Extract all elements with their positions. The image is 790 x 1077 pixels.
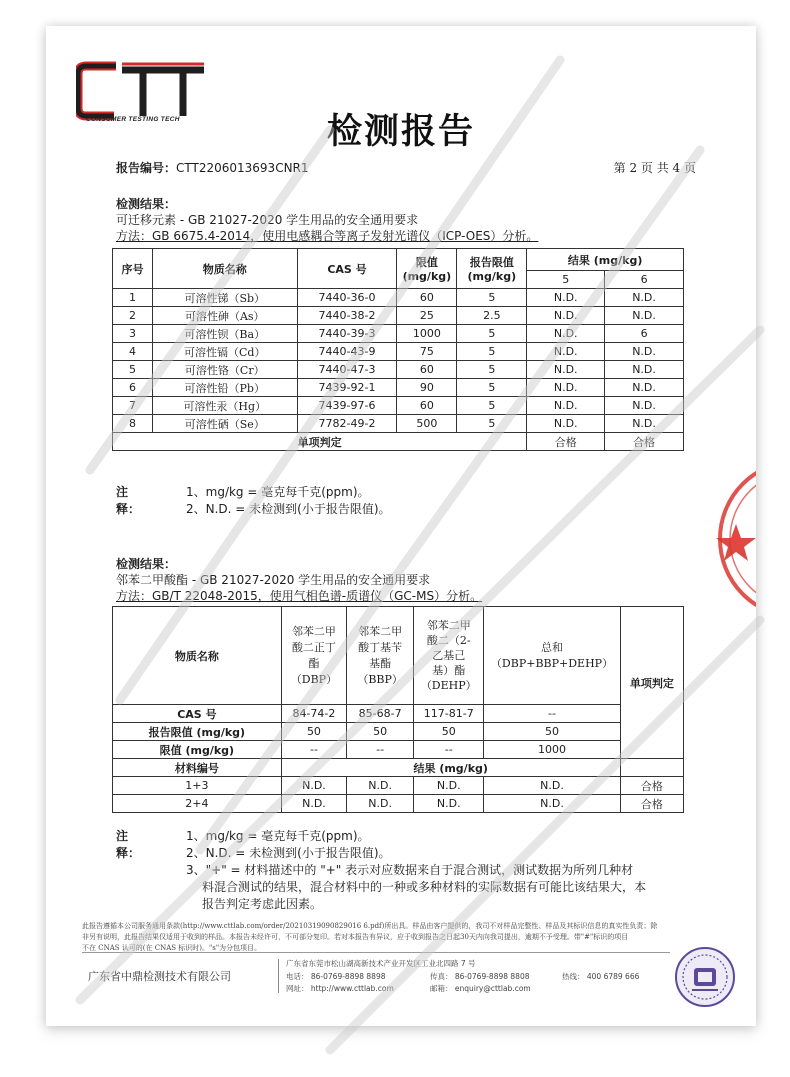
table-cell: 60 xyxy=(397,397,457,415)
table-cell: 5 xyxy=(457,325,527,343)
footer-company: 广东省中鼎检测技术有限公司 xyxy=(88,970,231,983)
table-cell: N.D. xyxy=(527,397,605,415)
table-cell: 6 xyxy=(605,325,684,343)
note-item: 2、N.D. = 未检测到(小于报告限值)。 xyxy=(186,502,391,516)
elements-table xyxy=(112,248,684,451)
table-cell: 8 xyxy=(113,415,153,433)
th-name: 物质名称 xyxy=(152,249,297,289)
th-bbp: 邻苯二甲 酸丁基苄 基酯 （BBP） xyxy=(347,607,414,705)
table-cell: N.D. xyxy=(281,795,346,813)
footer-website: 网址： http://www.cttlab.com xyxy=(286,984,394,993)
section1-heading: 检测结果： xyxy=(116,197,177,211)
table-cell: N.D. xyxy=(605,343,684,361)
table-cell: N.D. xyxy=(527,343,605,361)
report-number-value: CTT2206013693CNR1 xyxy=(176,161,309,175)
table-cell: 7440-47-3 xyxy=(297,361,397,379)
material-label: 材料编号 xyxy=(113,759,282,777)
table-cell: 7440-43-9 xyxy=(297,343,397,361)
section2-header xyxy=(116,556,482,604)
th-dehp: 邻苯二甲 酸二（2- 乙基己 基）酯 （DEHP） xyxy=(414,607,484,705)
table-cell: N.D. xyxy=(527,289,605,307)
section2-method: 方法：GB/T 22048-2015，使用气相色谱-质谱仪（GC-MS）分析。 xyxy=(116,589,483,603)
section1-method: 方法：GB 6675.4-2014，使用电感耦合等离子发射光谱仪（ICP-OES）分析。 xyxy=(116,229,539,243)
report-page xyxy=(46,26,756,1026)
table-cell: 5 xyxy=(457,397,527,415)
table-cell: 5 xyxy=(457,379,527,397)
section1-standard: 可迁移元素 - GB 21027-2020 学生用品的安全通用要求 xyxy=(116,213,419,227)
notes-label: 注释： xyxy=(116,485,141,516)
table-cell: 5 xyxy=(457,343,527,361)
table-row xyxy=(113,289,684,307)
table-cell: 1 xyxy=(113,289,153,307)
table-cell: 1+3 xyxy=(113,777,282,795)
footer-fax: 传真： 86-0769-8898 8808 xyxy=(430,972,530,981)
th-sample-6: 6 xyxy=(605,271,684,289)
note-item: 3、"+" = 材料描述中的 "+" 表示对应数据来自于混合测试，测试数据为所列几种材 xyxy=(186,863,634,877)
table-cell: 2+4 xyxy=(113,795,282,813)
cas-value: -- xyxy=(484,705,620,723)
table-cell: 5 xyxy=(457,361,527,379)
table-cell: 7439-97-6 xyxy=(297,397,397,415)
table-cell: 可溶性砷（As） xyxy=(152,307,297,325)
table-cell: 可溶性镉（Cd） xyxy=(152,343,297,361)
certification-seal-icon xyxy=(674,946,736,1008)
table-cell: 500 xyxy=(397,415,457,433)
footer-address: 广东省东莞市松山湖高新技术产业开发区工业北四路 7 号 xyxy=(286,959,476,968)
table-cell: 60 xyxy=(397,361,457,379)
table-cell: N.D. xyxy=(527,415,605,433)
report-number-line xyxy=(116,159,696,177)
cas-value: 85-68-7 xyxy=(347,705,414,723)
rl-value: 50 xyxy=(414,723,484,741)
th-sample-5: 5 xyxy=(527,271,605,289)
table-row xyxy=(113,307,684,325)
table-cell: N.D. xyxy=(347,795,414,813)
footer-terms-line: 不在 CNAS 认可的(在 CNAS 标识时)。"s"为分包项目。 xyxy=(82,944,262,952)
table-cell: N.D. xyxy=(414,795,484,813)
footer-email: 邮箱： enquiry@cttlab.com xyxy=(430,984,531,993)
limit-value: -- xyxy=(414,741,484,759)
table-cell: N.D. xyxy=(605,361,684,379)
limit-value: -- xyxy=(281,741,346,759)
cas-label: CAS 号 xyxy=(113,705,282,723)
footer-tel: 电话： 86-0769-8898 8898 xyxy=(286,972,386,981)
table-cell: N.D. xyxy=(484,777,620,795)
table-cell: N.D. xyxy=(605,289,684,307)
table-cell: N.D. xyxy=(527,325,605,343)
verdict-5: 合格 xyxy=(527,433,605,451)
footer-divider xyxy=(278,959,279,993)
table-cell: N.D. xyxy=(527,307,605,325)
table-cell: 6 xyxy=(113,379,153,397)
th-sum: 总和 （DBP+BBP+DEHP） xyxy=(484,607,620,705)
table-cell: 可溶性汞（Hg） xyxy=(152,397,297,415)
table-cell: 90 xyxy=(397,379,457,397)
table-cell: N.D. xyxy=(605,379,684,397)
cas-value: 84-74-2 xyxy=(281,705,346,723)
logo-subtitle: CONSUMER TESTING TECH xyxy=(86,116,180,123)
rl-value: 50 xyxy=(281,723,346,741)
footer-terms xyxy=(82,921,722,954)
phthalates-table xyxy=(112,606,684,813)
table-cell: N.D. xyxy=(281,777,346,795)
notes-label: 注释： xyxy=(116,829,141,860)
table-cell: 60 xyxy=(397,289,457,307)
table-cell: 2 xyxy=(113,307,153,325)
note-item: 2、N.D. = 未检测到(小于报告限值)。 xyxy=(186,846,391,860)
table-cell: 5 xyxy=(457,289,527,307)
table-cell: 7440-36-0 xyxy=(297,289,397,307)
note-item: 料混合测试的结果，混合材料中的一种或多种材料的实际数据有可能比该结果大，本 xyxy=(202,880,647,894)
table-cell: 可溶性锑（Sb） xyxy=(152,289,297,307)
table-cell: 可溶性硒（Se） xyxy=(152,415,297,433)
table-cell: N.D. xyxy=(347,777,414,795)
th-substance: 物质名称 xyxy=(113,607,282,705)
table-cell: 7440-39-3 xyxy=(297,325,397,343)
th-limit: 限值 (mg/kg) xyxy=(397,249,457,289)
footer-contact xyxy=(82,952,670,996)
th-no: 序号 xyxy=(113,249,153,289)
table-cell: 2.5 xyxy=(457,307,527,325)
section2-standard: 邻苯二甲酸酯 - GB 21027-2020 学生用品的安全通用要求 xyxy=(116,573,431,587)
table-cell: 合格 xyxy=(620,795,683,813)
table-cell: 5 xyxy=(113,361,153,379)
table-row xyxy=(113,343,684,361)
note-item: 1、mg/kg = 毫克每千克(ppm)。 xyxy=(186,829,370,843)
table-row xyxy=(113,325,684,343)
table-cell: N.D. xyxy=(414,777,484,795)
table-cell: 4 xyxy=(113,343,153,361)
table-cell: 7439-92-1 xyxy=(297,379,397,397)
result-label: 结果 (mg/kg) xyxy=(281,759,620,777)
table-cell: 可溶性铬（Cr） xyxy=(152,361,297,379)
table-cell: 25 xyxy=(397,307,457,325)
th-dbp: 邻苯二甲 酸二正丁 酯 （DBP） xyxy=(281,607,346,705)
red-official-stamp-icon xyxy=(708,454,756,624)
rl-value: 50 xyxy=(347,723,414,741)
table-cell: 5 xyxy=(457,415,527,433)
limit-value: 1000 xyxy=(484,741,620,759)
table-cell: 7 xyxy=(113,397,153,415)
table-cell: N.D. xyxy=(527,361,605,379)
section2-heading: 检测结果： xyxy=(116,557,177,571)
table-row xyxy=(113,777,684,795)
th-report-limit: 报告限值 (mg/kg) xyxy=(457,249,527,289)
table-cell: N.D. xyxy=(605,415,684,433)
table-cell: N.D. xyxy=(605,397,684,415)
th-verdict: 单项判定 xyxy=(620,607,683,759)
blank-cell xyxy=(620,759,683,777)
th-cas: CAS 号 xyxy=(297,249,397,289)
table-row xyxy=(113,415,684,433)
table-cell: 7782-49-2 xyxy=(297,415,397,433)
table-row xyxy=(113,379,684,397)
rl-value: 50 xyxy=(484,723,620,741)
footer-terms-line: 此报告遵循本公司服务通用条款(http://www.cttlab.com/order/20210319090829016 6.pdf)所出具。样品由客户提供的，我司不对样品完整性、样品及其标识信息的真实性负责；除 xyxy=(82,922,658,930)
table-cell: 3 xyxy=(113,325,153,343)
limit-value: -- xyxy=(347,741,414,759)
limit-label: 限值 (mg/kg) xyxy=(113,741,282,759)
verdict-label: 单项判定 xyxy=(113,433,527,451)
table-row xyxy=(113,795,684,813)
page-info: 第 2 页 共 4 页 xyxy=(613,161,696,175)
table-cell: 7440-38-2 xyxy=(297,307,397,325)
th-result: 结果 (mg/kg) xyxy=(527,249,684,271)
table-cell: 合格 xyxy=(620,777,683,795)
table-cell: N.D. xyxy=(527,379,605,397)
table-cell: 可溶性铅（Pb） xyxy=(152,379,297,397)
footer-hotline: 热线： 400 6789 666 xyxy=(562,972,640,981)
table-cell: N.D. xyxy=(605,307,684,325)
note-item: 1、mg/kg = 毫克每千克(ppm)。 xyxy=(186,485,370,499)
footer-terms-line: 非另有说明，此报告结果仅适用于收到的样品。本报告未经许可，不可部分复印。若对本报告有异议，应于收到报告之日起30天内向我司提出，逾期不予受理。带"#"标识的项目 xyxy=(82,933,629,941)
rl-label: 报告限值 (mg/kg) xyxy=(113,723,282,741)
section1-header xyxy=(116,196,538,244)
table-cell: N.D. xyxy=(484,795,620,813)
table-cell: 可溶性钡（Ba） xyxy=(152,325,297,343)
verdict-6: 合格 xyxy=(605,433,684,451)
table-cell: 75 xyxy=(397,343,457,361)
table-row xyxy=(113,397,684,415)
report-number xyxy=(116,159,309,176)
table-cell: 1000 xyxy=(397,325,457,343)
table-row xyxy=(113,361,684,379)
cas-value: 117-81-7 xyxy=(414,705,484,723)
note-item: 报告判定考虑此因素。 xyxy=(202,897,323,911)
report-number-label: 报告编号： xyxy=(116,161,177,175)
document-title: 检测报告 xyxy=(326,111,475,152)
